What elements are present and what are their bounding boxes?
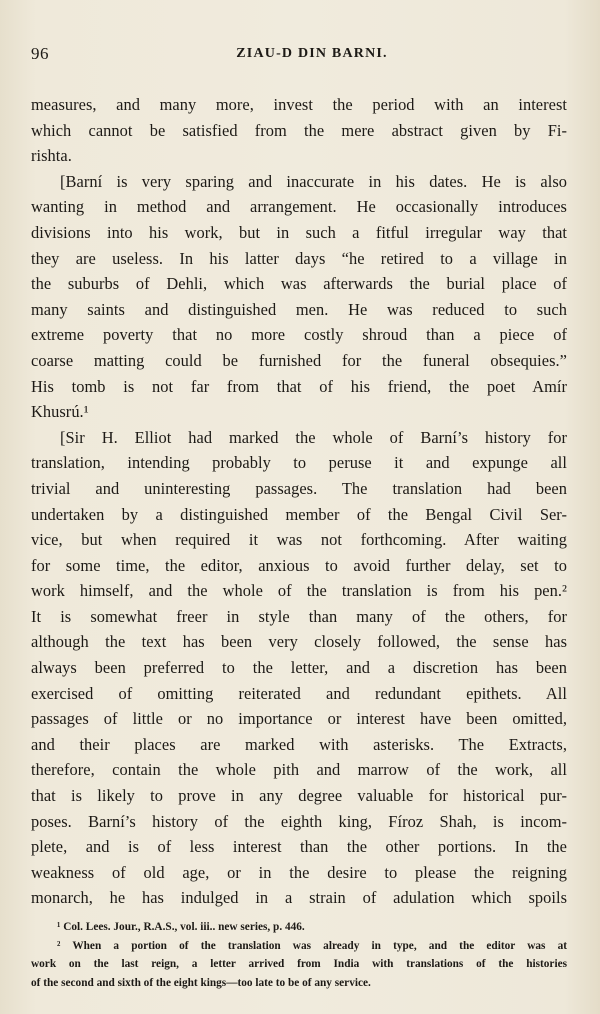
- text-line: His tomb is not far from that of his friend, the poet Amír: [31, 376, 567, 396]
- text-line: the suburbs of Dehli, which was afterwards the burial place of: [31, 274, 567, 294]
- text-line: It is somewhat freer in style than many of the others, for: [31, 606, 567, 626]
- text-line: translation, intending probably to peruse it and expunge all: [31, 453, 567, 473]
- text-line: exercised of omitting reiterated and redundant epithets. All: [31, 683, 567, 703]
- text-line: monarch, he has indulged in a strain of adulation which spoils: [31, 888, 567, 908]
- text-line: undertaken by a distinguished member of the Bengal Civil Ser-: [31, 504, 567, 524]
- text-line: for some time, the editor, anxious to avoid further delay, set to: [31, 555, 567, 575]
- text-line: wanting in method and arrangement. He occasionally introduces: [31, 197, 567, 217]
- text-line: [Barní is very sparing and inaccurate in his dates. He is also: [60, 171, 567, 191]
- text-line: coarse matting could be furnished for the funeral obsequies.”: [31, 350, 567, 370]
- text-line: and their places are marked with asterisks. The Extracts,: [31, 734, 567, 754]
- text-line: plete, and is of less interest than the other portions. In the: [31, 837, 567, 857]
- text-line: which cannot be satisfied from the mere abstract given by Fi-: [31, 120, 567, 140]
- page-header: [31, 44, 567, 68]
- text-line: always been preferred to the letter, and a discretion has been: [31, 658, 567, 678]
- text-line: Khusrú.¹: [31, 402, 89, 422]
- text-line: poses. Barní’s history of the eighth king, Fíroz Shah, is incom-: [31, 811, 567, 831]
- footnote-line: ² When a portion of the translation was already in type, and the editor was at: [57, 939, 567, 952]
- footnote-line: of the second and sixth of the eight kings—too late to be of any service.: [31, 976, 371, 989]
- text-line: that is likely to prove in any degree valuable for historical pur-: [31, 786, 567, 806]
- text-line: they are useless. In his latter days “he retired to a village in: [31, 248, 567, 268]
- text-line: vice, but when required it was not forthcoming. After waiting: [31, 530, 567, 550]
- text-line: [Sir H. Elliot had marked the whole of Barní’s history for: [60, 427, 567, 447]
- text-line: work himself, and the whole of the translation is from his pen.²: [31, 581, 567, 601]
- running-head: ZIAU-D DIN BARNI.: [236, 46, 388, 61]
- text-line: many saints and distinguished men. He was reduced to such: [31, 299, 567, 319]
- footnotes: [31, 918, 567, 992]
- footnote-line: ¹ Col. Lees. Jour., R.A.S., vol. iii.. new series, p. 446.: [57, 921, 305, 933]
- text-line: measures, and many more, invest the period with an interest: [31, 95, 567, 114]
- footnote-line: work on the last reign, a letter arrived from India with translations of the histories: [31, 958, 567, 970]
- text-line: therefore, contain the whole pith and marrow of the work, all: [31, 760, 567, 780]
- body-text: [31, 92, 567, 911]
- text-line: trivial and uninteresting passages. The translation had been: [31, 478, 567, 498]
- text-line: weakness of old age, or in the desire to please the reigning: [31, 862, 567, 882]
- text-line: divisions into his work, but in such a fitful irregular way that: [31, 222, 567, 242]
- text-line: rishta.: [31, 146, 72, 166]
- page-number: 96: [31, 44, 49, 63]
- text-line: extreme poverty that no more costly shroud than a piece of: [31, 325, 567, 345]
- text-line: passages of little or no importance or interest have been omitted,: [31, 709, 567, 729]
- text-line: although the text has been very closely followed, the sense has: [31, 632, 567, 652]
